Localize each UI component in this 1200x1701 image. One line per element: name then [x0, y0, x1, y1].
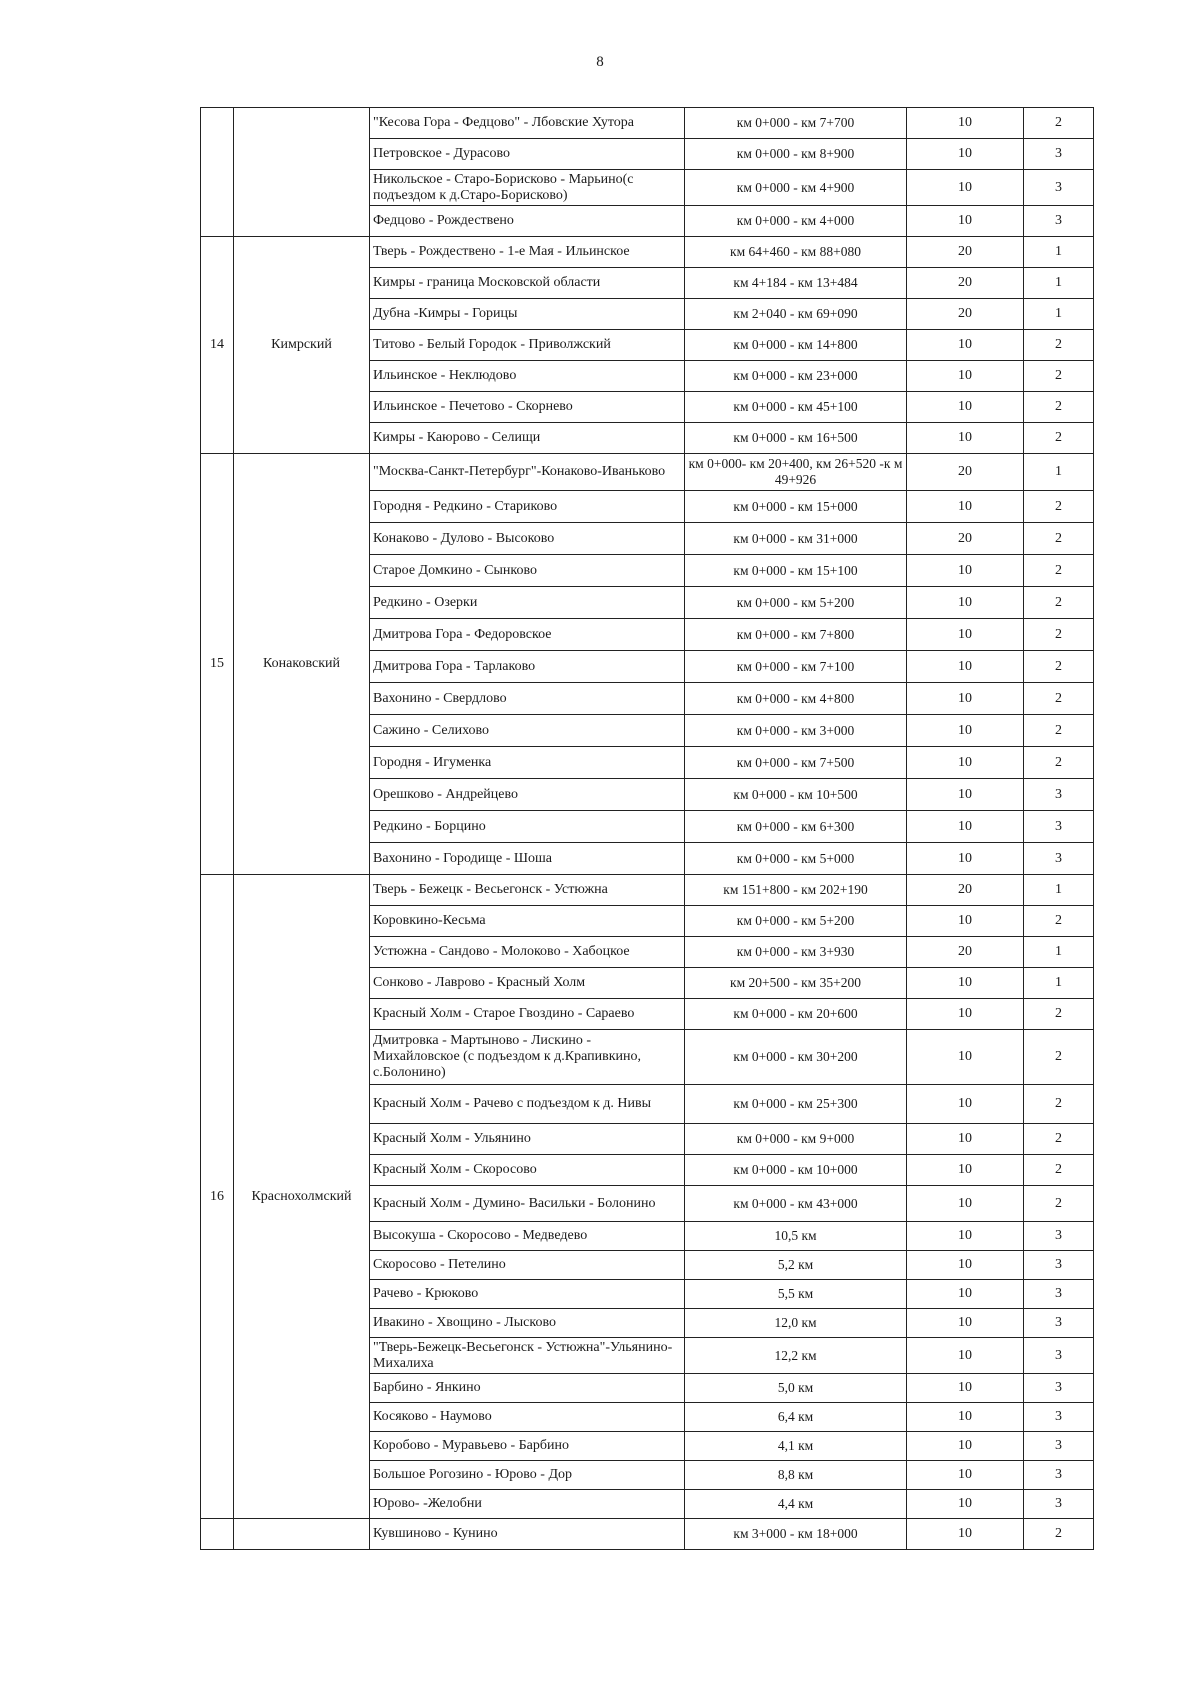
district-number	[201, 108, 234, 237]
page-number: 8	[596, 54, 604, 70]
road-name: Красный Холм - Думино- Васильки - Болонино	[370, 1186, 685, 1222]
district-name: Кимрский	[234, 237, 370, 454]
road-category: 3	[1024, 1403, 1094, 1432]
road-width: 10	[907, 491, 1024, 523]
table-row	[201, 454, 1094, 491]
district-name	[234, 1519, 370, 1550]
road-width: 10	[907, 968, 1024, 999]
district-name: Конаковский	[234, 454, 370, 875]
road-name: Титово - Белый Городок - Приволжский	[370, 330, 685, 361]
road-name: Кувшиново - Кунино	[370, 1519, 685, 1550]
road-name: Ивакино - Хвощино - Лысково	[370, 1309, 685, 1338]
road-km-range: км 0+000 - км 4+000	[685, 206, 907, 237]
road-category: 2	[1024, 423, 1094, 454]
road-category: 3	[1024, 779, 1094, 811]
road-name: Красный Холм - Скоросово	[370, 1155, 685, 1186]
road-width: 10	[907, 108, 1024, 139]
district-number: 14	[201, 237, 234, 454]
road-name: Устюжна - Сандово - Молоково - Хабоцкое	[370, 937, 685, 968]
road-km-range: 12,0 км	[685, 1309, 907, 1338]
road-name: Кимры - граница Московской области	[370, 268, 685, 299]
road-category: 3	[1024, 1222, 1094, 1251]
road-category: 2	[1024, 906, 1094, 937]
road-km-range: км 0+000 - км 7+700	[685, 108, 907, 139]
road-category: 3	[1024, 206, 1094, 237]
road-width: 20	[907, 299, 1024, 330]
road-width: 10	[907, 330, 1024, 361]
road-width: 10	[907, 1490, 1024, 1519]
road-width: 10	[907, 587, 1024, 619]
road-width: 10	[907, 392, 1024, 423]
road-category: 2	[1024, 523, 1094, 555]
table-row	[201, 108, 1094, 139]
district-name	[234, 108, 370, 237]
road-name: Ильинское - Печетово - Скорнево	[370, 392, 685, 423]
road-width: 20	[907, 237, 1024, 268]
roads-table	[200, 107, 1094, 1550]
road-width: 10	[907, 139, 1024, 170]
road-category: 2	[1024, 587, 1094, 619]
road-name: Большое Рогозино - Юрово - Дор	[370, 1461, 685, 1490]
road-width: 10	[907, 1519, 1024, 1550]
road-name: Старое Домкино - Сынково	[370, 555, 685, 587]
road-name: Вахонино - Свердлово	[370, 683, 685, 715]
road-name: Сажино - Селихово	[370, 715, 685, 747]
road-km-range: км 2+040 - км 69+090	[685, 299, 907, 330]
road-km-range: км 151+800 - км 202+190	[685, 875, 907, 906]
road-width: 10	[907, 1222, 1024, 1251]
road-km-range: км 0+000 - км 6+300	[685, 811, 907, 843]
road-width: 10	[907, 1338, 1024, 1374]
road-category: 2	[1024, 108, 1094, 139]
road-name: Красный Холм - Рачево с подъездом к д. Нивы	[370, 1085, 685, 1124]
road-category: 3	[1024, 811, 1094, 843]
road-width: 10	[907, 1309, 1024, 1338]
road-name: Редкино - Озерки	[370, 587, 685, 619]
road-name: Косяково - Наумово	[370, 1403, 685, 1432]
road-name: Ильинское - Неклюдово	[370, 361, 685, 392]
road-km-range: км 64+460 - км 88+080	[685, 237, 907, 268]
road-width: 10	[907, 999, 1024, 1030]
road-name: Коровкино-Кесьма	[370, 906, 685, 937]
road-km-range: 5,2 км	[685, 1251, 907, 1280]
road-km-range: км 0+000 - км 30+200	[685, 1030, 907, 1085]
road-width: 10	[907, 1030, 1024, 1085]
road-category: 1	[1024, 937, 1094, 968]
road-km-range: км 0+000 - км 20+600	[685, 999, 907, 1030]
road-category: 2	[1024, 651, 1094, 683]
road-category: 2	[1024, 1186, 1094, 1222]
road-km-range: км 20+500 - км 35+200	[685, 968, 907, 999]
road-width: 10	[907, 1155, 1024, 1186]
road-category: 2	[1024, 619, 1094, 651]
road-category: 3	[1024, 1461, 1094, 1490]
road-name: Красный Холм - Старое Гвоздино - Сараево	[370, 999, 685, 1030]
road-km-range: км 0+000 - км 3+930	[685, 937, 907, 968]
road-width: 20	[907, 937, 1024, 968]
road-width: 10	[907, 361, 1024, 392]
road-width: 10	[907, 619, 1024, 651]
road-category: 1	[1024, 237, 1094, 268]
road-width: 10	[907, 1280, 1024, 1309]
road-category: 2	[1024, 715, 1094, 747]
road-width: 10	[907, 715, 1024, 747]
road-category: 3	[1024, 1309, 1094, 1338]
road-category: 1	[1024, 299, 1094, 330]
road-name: Дмитровка - Мартыново - Лискино - Михайловское (с подъездом к д.Крапивкино, с.Болонино)	[370, 1030, 685, 1085]
road-category: 2	[1024, 555, 1094, 587]
district-name: Краснохолмский	[234, 875, 370, 1519]
road-name: Дмитрова Гора - Тарлаково	[370, 651, 685, 683]
road-width: 10	[907, 906, 1024, 937]
road-width: 20	[907, 523, 1024, 555]
road-width: 10	[907, 811, 1024, 843]
road-km-range: км 0+000 - км 31+000	[685, 523, 907, 555]
road-km-range: км 0+000 - км 10+000	[685, 1155, 907, 1186]
road-name: "Тверь-Бежецк-Весьегонск - Устюжна"-Ульянино-Михалиха	[370, 1338, 685, 1374]
road-width: 10	[907, 779, 1024, 811]
road-km-range: км 0+000 - км 5+200	[685, 906, 907, 937]
road-km-range: 5,0 км	[685, 1374, 907, 1403]
road-km-range: км 0+000 - км 4+800	[685, 683, 907, 715]
road-km-range: км 0+000 - км 23+000	[685, 361, 907, 392]
road-name: Вахонино - Городище - Шоша	[370, 843, 685, 875]
road-category: 3	[1024, 139, 1094, 170]
road-width: 10	[907, 423, 1024, 454]
road-width: 10	[907, 1085, 1024, 1124]
district-number	[201, 1519, 234, 1550]
road-width: 10	[907, 683, 1024, 715]
road-width: 10	[907, 206, 1024, 237]
road-name: Сонково - Лаврово - Красный Холм	[370, 968, 685, 999]
road-km-range: 4,4 км	[685, 1490, 907, 1519]
road-km-range: км 0+000 - км 15+000	[685, 491, 907, 523]
district-number: 15	[201, 454, 234, 875]
road-name: Орешково - Андрейцево	[370, 779, 685, 811]
road-category: 2	[1024, 361, 1094, 392]
road-category: 2	[1024, 1030, 1094, 1085]
road-category: 1	[1024, 968, 1094, 999]
road-km-range: км 0+000 - км 5+200	[685, 587, 907, 619]
road-km-range: км 0+000 - км 14+800	[685, 330, 907, 361]
road-km-range: км 0+000 - км 25+300	[685, 1085, 907, 1124]
road-km-range: км 0+000 - км 4+900	[685, 170, 907, 206]
road-name: Никольское - Старо-Борисково - Марьино(с подъездом к д.Старо-Борисково)	[370, 170, 685, 206]
road-category: 2	[1024, 999, 1094, 1030]
road-name: Тверь - Бежецк - Весьегонск - Устюжна	[370, 875, 685, 906]
road-category: 3	[1024, 843, 1094, 875]
road-category: 2	[1024, 1124, 1094, 1155]
road-name: Дмитрова Гора - Федоровское	[370, 619, 685, 651]
table-row	[201, 875, 1094, 906]
road-km-range: км 0+000 - км 43+000	[685, 1186, 907, 1222]
road-name: Городня - Игуменка	[370, 747, 685, 779]
road-name: Высокуша - Скоросово - Медведево	[370, 1222, 685, 1251]
road-category: 2	[1024, 1155, 1094, 1186]
road-name: Барбино - Янкино	[370, 1374, 685, 1403]
road-width: 10	[907, 555, 1024, 587]
road-km-range: 8,8 км	[685, 1461, 907, 1490]
road-km-range: км 4+184 - км 13+484	[685, 268, 907, 299]
road-km-range: 12,2 км	[685, 1338, 907, 1374]
road-width: 10	[907, 1403, 1024, 1432]
road-km-range: км 0+000 - км 45+100	[685, 392, 907, 423]
road-km-range: км 0+000 - км 7+500	[685, 747, 907, 779]
road-category: 3	[1024, 1280, 1094, 1309]
road-km-range: км 0+000 - км 9+000	[685, 1124, 907, 1155]
road-category: 2	[1024, 683, 1094, 715]
road-width: 10	[907, 170, 1024, 206]
road-name: Тверь - Рождествено - 1-е Мая - Ильинское	[370, 237, 685, 268]
road-km-range: км 0+000 - км 7+100	[685, 651, 907, 683]
road-width: 20	[907, 875, 1024, 906]
road-km-range: 10,5 км	[685, 1222, 907, 1251]
road-name: Красный Холм - Ульянино	[370, 1124, 685, 1155]
road-name: "Москва-Санкт-Петербург"-Конаково-Иваньково	[370, 454, 685, 491]
road-category: 2	[1024, 392, 1094, 423]
table-row	[201, 1519, 1094, 1550]
road-category: 3	[1024, 1374, 1094, 1403]
road-name: Конаково - Дулово - Высоково	[370, 523, 685, 555]
road-name: Городня - Редкино - Стариково	[370, 491, 685, 523]
road-width: 10	[907, 747, 1024, 779]
road-name: Петровское - Дурасово	[370, 139, 685, 170]
road-km-range: км 0+000 - км 5+000	[685, 843, 907, 875]
road-category: 2	[1024, 491, 1094, 523]
road-category: 2	[1024, 330, 1094, 361]
road-category: 3	[1024, 1432, 1094, 1461]
road-category: 1	[1024, 268, 1094, 299]
road-category: 3	[1024, 1338, 1094, 1374]
road-km-range: км 3+000 - км 18+000	[685, 1519, 907, 1550]
road-category: 3	[1024, 170, 1094, 206]
road-km-range: км 0+000 - км 10+500	[685, 779, 907, 811]
road-name: Юрово- -Желобни	[370, 1490, 685, 1519]
road-name: Федцово - Рождествено	[370, 206, 685, 237]
road-category: 2	[1024, 747, 1094, 779]
table-row	[201, 237, 1094, 268]
road-width: 10	[907, 1124, 1024, 1155]
road-width: 20	[907, 268, 1024, 299]
road-km-range: км 0+000 - км 3+000	[685, 715, 907, 747]
road-km-range: 4,1 км	[685, 1432, 907, 1461]
road-category: 2	[1024, 1085, 1094, 1124]
road-width: 20	[907, 454, 1024, 491]
road-width: 10	[907, 843, 1024, 875]
road-width: 10	[907, 1461, 1024, 1490]
road-width: 10	[907, 1432, 1024, 1461]
road-km-range: 5,5 км	[685, 1280, 907, 1309]
district-number: 16	[201, 875, 234, 1519]
road-km-range: км 0+000- км 20+400, км 26+520 -к м 49+926	[685, 454, 907, 491]
road-category: 1	[1024, 875, 1094, 906]
road-category: 3	[1024, 1490, 1094, 1519]
road-width: 10	[907, 1374, 1024, 1403]
road-name: Дубна -Кимры - Горицы	[370, 299, 685, 330]
road-width: 10	[907, 1251, 1024, 1280]
road-category: 1	[1024, 454, 1094, 491]
road-name: "Кесова Гора - Федцово" - Лбовские Хутора	[370, 108, 685, 139]
road-name: Редкино - Борцино	[370, 811, 685, 843]
road-name: Кимры - Каюрово - Селищи	[370, 423, 685, 454]
road-name: Коробово - Муравьево - Барбино	[370, 1432, 685, 1461]
roads-table-body	[201, 108, 1094, 1550]
road-width: 10	[907, 651, 1024, 683]
road-km-range: км 0+000 - км 8+900	[685, 139, 907, 170]
road-km-range: км 0+000 - км 15+100	[685, 555, 907, 587]
road-name: Рачево - Крюково	[370, 1280, 685, 1309]
road-category: 2	[1024, 1519, 1094, 1550]
road-category: 3	[1024, 1251, 1094, 1280]
road-km-range: км 0+000 - км 7+800	[685, 619, 907, 651]
road-km-range: 6,4 км	[685, 1403, 907, 1432]
road-width: 10	[907, 1186, 1024, 1222]
road-km-range: км 0+000 - км 16+500	[685, 423, 907, 454]
road-name: Скоросово - Петелино	[370, 1251, 685, 1280]
